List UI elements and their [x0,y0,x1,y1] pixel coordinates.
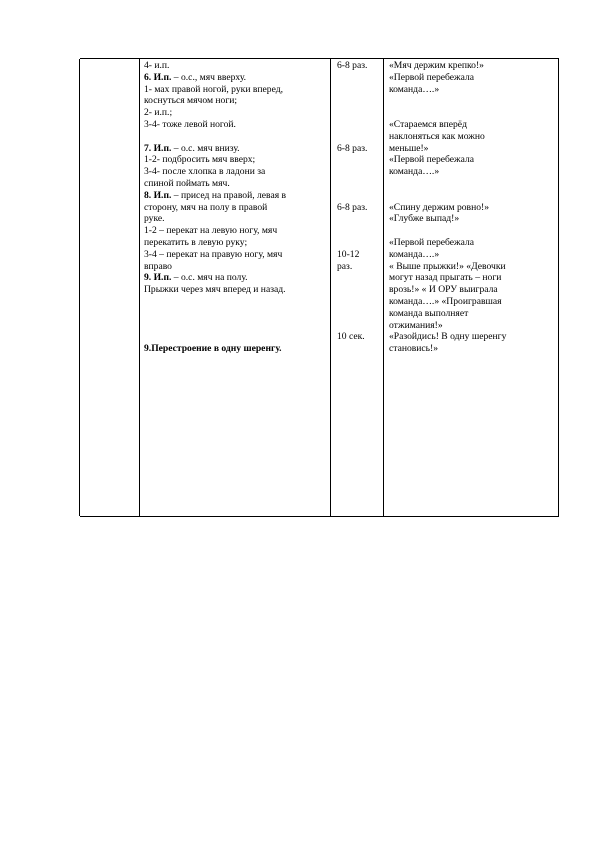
spacer [337,131,381,143]
spacer [337,284,381,296]
exercise-number: 6. И.п. [144,71,172,83]
spacer [337,119,381,131]
spacer [389,178,557,190]
note-line: « Выше прыжки!» «Девочки [389,260,506,272]
exercise-line: 3-4- тоже левой ногой. [144,118,236,130]
spacer [337,308,381,320]
note-line: врозь!» « И ОРУ выиграла [389,284,498,296]
note-line: команда….» «Проигравшая [389,295,502,307]
exercise-start-position: – о.с., мяч вверху. [171,71,247,83]
note-line: команда выполняет [389,307,469,319]
spacer [144,308,328,320]
exercise-table [80,58,559,517]
exercise-line: 3-4- после хлопка в ладони за [144,166,266,178]
note-line: «Первой перебежала [389,236,475,248]
exercise-line: 1- мах правой ногой, руки вперед, [144,83,283,95]
spacer [144,331,328,343]
spacer [389,190,557,202]
exercise-line [144,72,328,84]
exercise-start-position: – присед на правой, левая в [171,189,287,201]
dosage-value: 10 сек. [337,331,365,343]
exercise-number: 7. И.п. [144,142,172,154]
dosage-value: раз. [337,260,353,272]
spacer [337,272,381,284]
note-line: команда….» [389,166,440,178]
exercise-line: 3-4 – перекат на правую ногу, мяч [144,248,283,260]
table-border-right [558,59,559,516]
spacer [337,84,381,96]
note-line: могут назад прыгать – ноги [389,272,502,284]
exercise-line: спиной поймать мяч. [144,177,230,189]
dosage-column [337,60,381,343]
exercise-line: 1-2 – перекат на левую ногу, мяч [144,225,278,237]
exercise-line: вправо [144,260,172,272]
exercise-line: Прыжки через мяч вперед и назад. [144,284,286,296]
note-line: «Спину держим ровно!» [389,201,490,213]
exercise-line [144,272,328,284]
note-line: «Глубже выпад!» [389,213,460,225]
note-line: «Первой перебежала [389,71,475,83]
exercise-number: 8. И.п. [144,189,172,201]
note-line: «Первой перебежала [389,154,475,166]
spacer [337,296,381,308]
spacer [337,213,381,225]
column-divider-2 [330,59,331,516]
spacer [144,131,328,143]
spacer [337,320,381,332]
dosage-value: 6-8 раз. [337,60,368,71]
exercise-line: 2- и.п.; [144,107,173,119]
exercise-line: 1-2- подбросить мяч вверх; [144,154,256,166]
spacer [337,95,381,107]
exercise-line: руке. [144,213,165,225]
spacer [389,95,557,107]
note-line: меньше!» [389,142,429,154]
spacer [337,72,381,84]
spacer [337,225,381,237]
spacer [337,154,381,166]
exercise-line: 9.Перестроение в одну шеренгу. [144,343,282,355]
note-line: «Разойдись! В одну шеренгу [389,331,507,343]
exercise-number: 9. И.п. [144,272,172,284]
exercise-line: сторону, мяч на полу в правой [144,201,268,213]
table-border-left [79,59,80,516]
notes-column [389,60,557,355]
exercise-line [144,143,328,155]
exercise-line: перекатить в левую руку; [144,236,248,248]
exercise-column [144,60,328,355]
dosage-value: 6-8 раз. [337,142,368,154]
spacer [144,296,328,308]
note-line: наклоняться как можно [389,130,485,142]
note-line: отжимания!» [389,319,443,331]
exercise-start-position: – о.с. мяч внизу. [171,142,240,154]
exercise-line [144,190,328,202]
dosage-value: 10-12 [337,248,360,260]
column-divider-3 [383,59,384,516]
spacer [337,237,381,249]
spacer [389,107,557,119]
note-line: команда….» [389,248,440,260]
note-line: «Стараемся вперёд [389,118,467,130]
exercise-line: 4- и.п. [144,60,170,71]
exercise-start-position: – о.с. мяч на полу. [171,272,248,284]
spacer [389,225,557,237]
spacer [337,107,381,119]
spacer [337,178,381,190]
exercise-line: коснуться мячом ноги; [144,95,238,107]
dosage-value: 6-8 раз. [337,201,368,213]
spacer [337,166,381,178]
spacer [337,190,381,202]
spacer [144,320,328,332]
note-line: «Мяч держим крепко!» [389,60,484,71]
note-line: становись!» [389,343,439,355]
note-line: команда….» [389,83,440,95]
column-divider-1 [139,59,140,516]
